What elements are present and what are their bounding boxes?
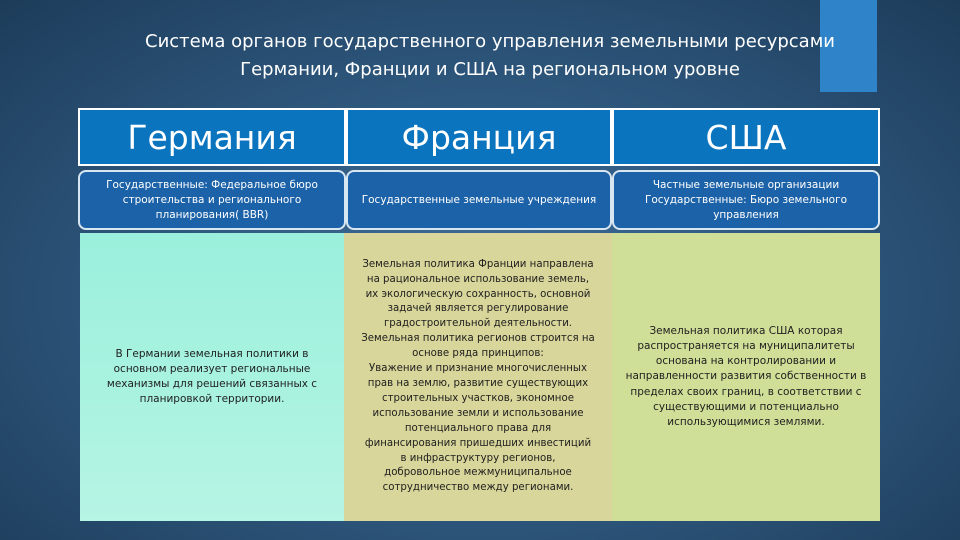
body-usa	[612, 233, 880, 521]
body-france	[344, 233, 612, 521]
header-france: Франция	[346, 108, 612, 166]
subheader-germany-text: Государственные: Федеральное бюро строительства и регионального планирования( BBR)	[106, 178, 318, 221]
body-france-text: Земельная политика Франции направлена на рациональное использование земель, их экологическую сохранность, основной задачей является регулирование градостроительной деятельности. Земельная политика регионов строится на основе ряда принципов: Уважение и признание многочисленных прав на землю, развитие существующих строительных участков, экономное использование земли и использование потенциального права для финансирования пришедших инвестиций в инфраструктуру регионов, добровольное межмуниципальное сотрудничество между регионами.	[361, 258, 595, 494]
subheader-usa-text: Частные земельные организации Государственные: Бюро земельного управления	[644, 178, 848, 221]
body-germany-text: В Германии земельная политики в основном реализует региональные механизмы для решений связанных с планировкой территории.	[106, 347, 318, 406]
subheader-france	[346, 170, 612, 230]
page-title	[60, 28, 920, 84]
body-usa-text: Земельная политика США которая распространяется на муниципалитеты основана на контролировании и направленности развития собственности в пределах своих границ, в соответствии с существующими и потенциально использующимися землями.	[625, 324, 867, 428]
header-germany: Германия	[78, 108, 346, 166]
title-line-2: Германии, Франции и США на региональном уровне	[240, 59, 740, 80]
subheader-germany	[78, 170, 346, 230]
header-usa: США	[612, 108, 880, 166]
body-germany	[80, 233, 344, 521]
title-line-1: Система органов государственного управления земельными ресурсами	[145, 31, 835, 52]
subheader-usa	[612, 170, 880, 230]
subheader-france-text: Государственные земельные учреждения	[361, 193, 597, 206]
